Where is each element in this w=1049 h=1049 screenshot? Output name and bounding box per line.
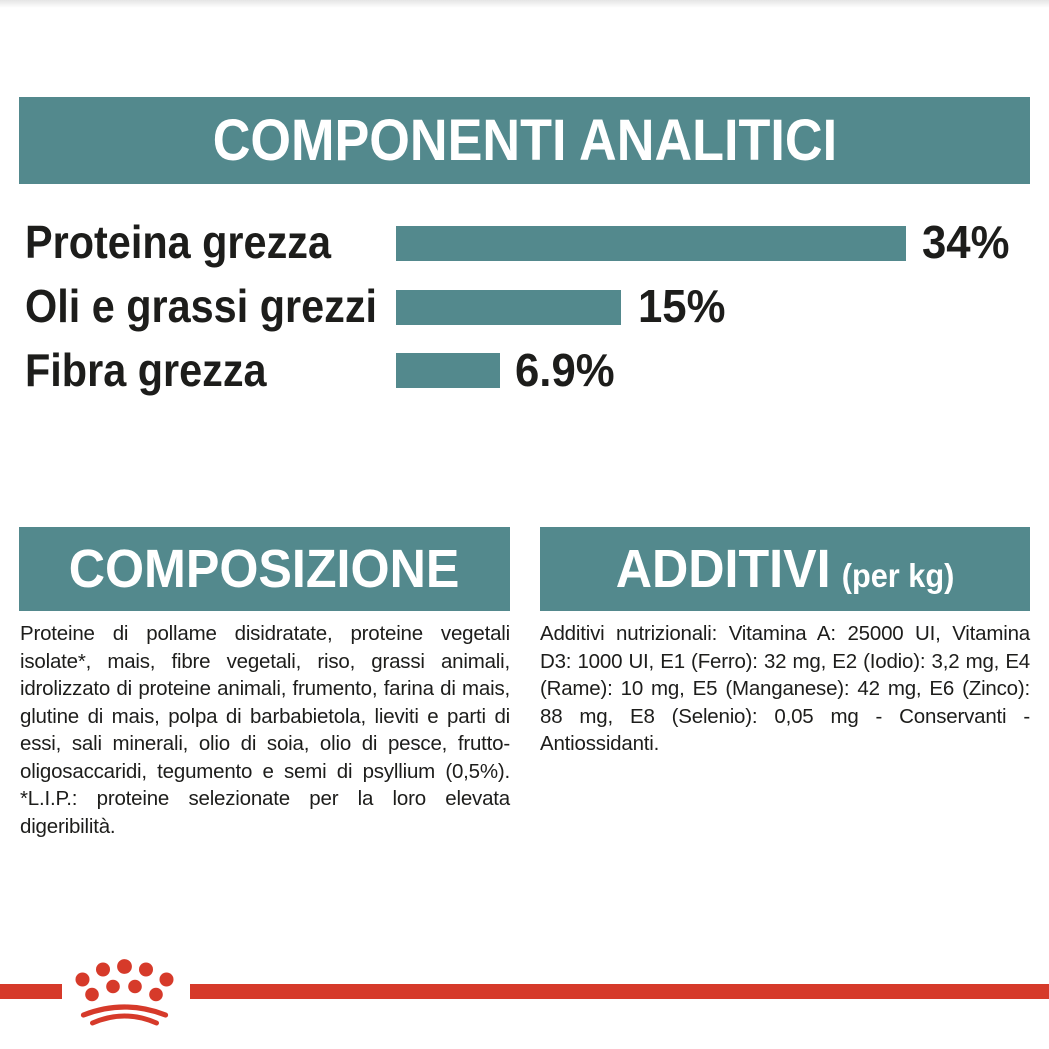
bar-label-fibre: Fibra grezza bbox=[25, 344, 267, 396]
composition-body: Proteine di pollame disidratate, proteine vegetali isolate*, mais, fibre vegetali, riso, grassi animali, idrolizzato di proteine animali, frumento, farina di mais, glutine di mais, polpa di barbabietola, lieviti e parti di essi, sali minerali, olio di soia, olio di pesce, frutto-oligosaccaridi, tegumento e semi di psyllium (0,5%). *L.I.P.: proteine selezionate per la loro elevata digeribilità. bbox=[20, 622, 510, 838]
bar-protein bbox=[396, 226, 906, 261]
additives-body: Additivi nutrizionali: Vitamina A: 25000 UI, Vitamina D3: 1000 UI, E1 (Ferro): 32 mg, E2 (Iodio): 3,2 mg, E4 (Rame): 10 mg, E5 (Manganese): 42 mg, E6 (Zinco): 88 mg, E8 (Selenio): 0,05 mg - Conservanti - Antiossidanti. bbox=[540, 622, 1030, 755]
bar-fat bbox=[396, 290, 621, 325]
bar-value-fat: 15% bbox=[638, 280, 726, 332]
bar-label-fat: Oli e grassi grezzi bbox=[25, 280, 378, 332]
bar-label-protein: Proteina grezza bbox=[25, 216, 331, 268]
royal-canin-crown-icon bbox=[75, 956, 175, 1026]
additives-title-suffix: (per kg) bbox=[841, 557, 955, 594]
composition-title: COMPOSIZIONE bbox=[69, 539, 460, 599]
footer-divider-right bbox=[190, 984, 1049, 999]
additives-title: ADDITIVI bbox=[615, 539, 831, 599]
additives-banner bbox=[540, 527, 1030, 611]
bar-value-fibre: 6.9% bbox=[515, 344, 615, 396]
composition-banner bbox=[19, 527, 510, 611]
footer-divider-left bbox=[0, 984, 62, 999]
additives-title-group bbox=[616, 538, 955, 600]
bar-fibre bbox=[396, 353, 500, 388]
analytical-components-title: COMPONENTI ANALITICI bbox=[212, 108, 837, 173]
bar-value-protein: 34% bbox=[922, 216, 1010, 268]
analytical-components-banner bbox=[19, 97, 1030, 184]
top-edge-shadow bbox=[0, 0, 1049, 8]
